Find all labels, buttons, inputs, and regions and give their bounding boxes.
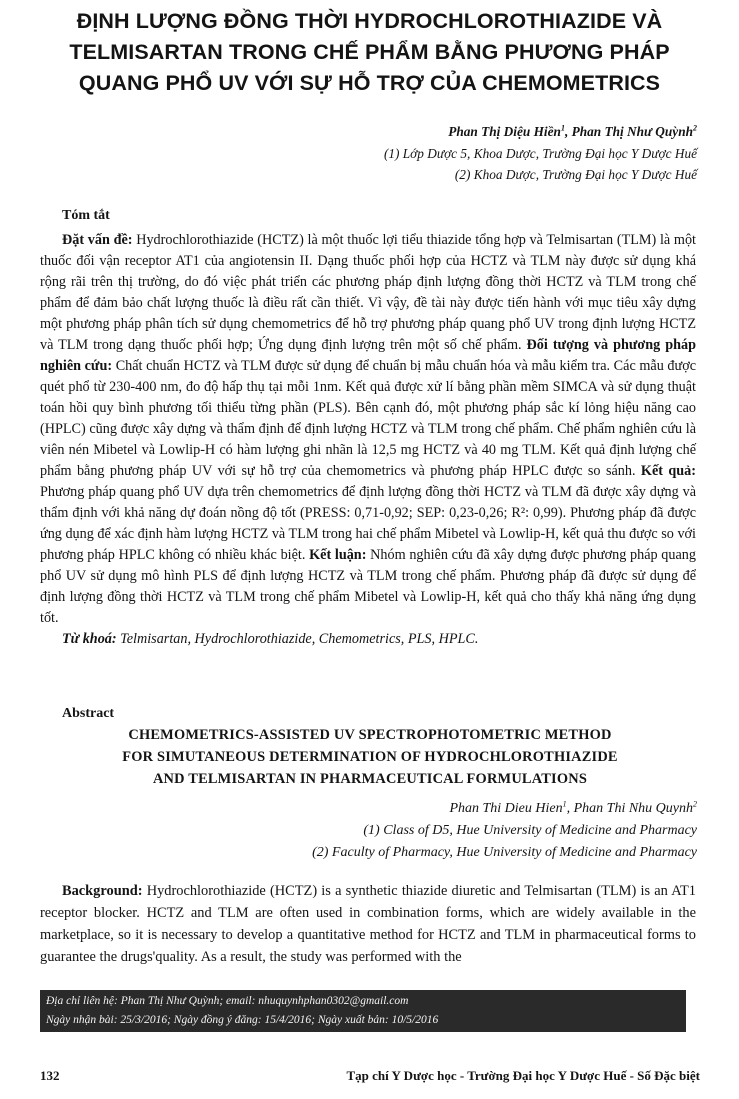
en-abstract-heading: Abstract (62, 706, 115, 721)
footnote-dates: Ngày nhận bài: 25/3/2016; Ngày đồng ý đăng: 15/4/2016; Ngày xuất bản: 10/5/2016 (46, 1014, 439, 1026)
en-authors (312, 798, 697, 864)
en-abstract-body (40, 880, 696, 968)
vi-title-line: ĐỊNH LƯỢNG ĐỒNG THỜI HYDROCHLOROTHIAZIDE VÀ (76, 9, 663, 33)
vi-title (20, 6, 719, 99)
correspondence-footnote (40, 990, 686, 1032)
page-footer (40, 1068, 700, 1088)
vi-affiliation-1: (1) Lớp Dược 5, Khoa Dược, Trường Đại học Y Dược Huế (383, 145, 697, 161)
en-title (40, 724, 700, 790)
vi-abstract-paragraph: Đặt vấn đề: Hydrochlorothiazide (HCTZ) là một thuốc lợi tiểu thiazide tổng hợp và Telmisartan (TLM) là một thuốc đối vận receptor AT1 của angiotensin II. Dạng thuốc phối hợp của HCTZ và TLM này được sử dụng khá rộng rãi trên thị trường, do đó việc phát triển các phương pháp định lượng đồng thời HCTZ và TLM trong chế phẩm để đảm bảo chất lượng thuốc là điều rất cần thiết. Vì vậy, đề tài này được tiến hành với mục tiêu xây dựng một phương pháp phân tích sử dụng chemometrics để hỗ trợ phương pháp quang phổ UV trong định lượng HCTZ và TLM trong dạng thuốc phối hợp; Ứng dụng định lượng trên một số chế phẩm. Đối tượng và phương pháp nghiên cứu: Chất chuẩn HCTZ và TLM được sử dụng để chuẩn bị mẫu chuẩn hóa và mẫu kiểm tra. Các mẫu được quét phổ từ 230-400 nm, đo độ hấp thụ tại mỗi 1nm. Kết quả được xử lí bằng phần mềm SIMCA và sử dụng thuật toán hồi quy bình phương tối thiểu từng phần (PLS). Bên cạnh đó, một phương pháp sắc kí lỏng hiệu năng cao (HPLC) cũng được xây dựng và thẩm định để định lượng HCTZ và TLM trong chế phẩm. Chế phẩm nghiên cứu là viên nén Mibetel và Lowlip-H có hàm lượng ghi nhãn là 12,5 mg HCTZ và 40 mg TLM. Kết quả định lượng chế phẩm bằng phương pháp UV với sự hỗ trợ của chemometrics và phương pháp HPLC được so sánh. Kết quả: Phương pháp quang phổ UV dựa trên chemometrics để định lượng đồng thời HCTZ và TLM đã được xây dựng và thẩm định với khả năng dự đoán nồng độ tốt (PRESS: 0,71-0,92; SEP: 0,23-0,26; R²: 0,99). Phương pháp đã được ứng dụng để xác định hàm lượng HCTZ và TLM trong hai chế phẩm Mibetel và Lowlip-H, kết quả thu được so với phương pháp HPLC không có nhiều khác biệt. Kết luận: Nhóm nghiên cứu đã xây dựng được phương pháp quang phổ UV sử dụng mô hình PLS để định lượng HCTZ và TLM trong chế phẩm. Phương pháp đã được sử dụng để định lượng đồng thời HCTZ và TLM trong chế phẩm Mibetel và Lowlip-H, kết quả cho thấy khả năng ứng dụng tốt. (40, 232, 696, 626)
en-affiliation-2: (2) Faculty of Pharmacy, Hue University of Medicine and Pharmacy (312, 845, 697, 860)
en-title-line: AND TELMISARTAN IN PHARMACEUTICAL FORMULATIONS (152, 771, 588, 787)
journal-name: Tạp chí Y Dược học - Trường Đại học Y Dược Huế - Số Đặc biệt (346, 1068, 700, 1083)
vi-abstract-heading: Tóm tắt (62, 208, 110, 223)
vi-author-names: Phan Thị Diệu Hiền$^1$, Phan Thị Như Quỳnh$^2$ (448, 123, 697, 139)
en-affiliation-1: (1) Class of D5, Hue University of Medicine and Pharmacy (363, 823, 697, 838)
vi-title-line: QUANG PHỔ UV VỚI SỰ HỖ TRỢ CỦA CHEMOMETRICS (78, 71, 661, 95)
vi-authors (384, 121, 697, 186)
vi-abstract-body (40, 230, 696, 650)
en-title-line: FOR SIMUTANEOUS DETERMINATION OF HYDROCHLOROTHIAZIDE (122, 749, 618, 765)
vi-keywords: Từ khoá: Telmisartan, Hydrochlorothiazide, Chemometrics, PLS, HPLC. (62, 631, 479, 647)
footnote-contact: Địa chỉ liên hệ: Phan Thị Như Quỳnh; email: nhuquynhphan0302@gmail.com (46, 995, 409, 1007)
en-title-line: CHEMOMETRICS-ASSISTED UV SPECTROPHOTOMETRIC METHOD (128, 727, 612, 743)
vi-affiliation-2: (2) Khoa Dược, Trường Đại học Y Dược Huế (454, 167, 697, 182)
page-number: 132 (40, 1068, 60, 1083)
en-abstract-paragraph: Background: Hydrochlorothiazide (HCTZ) is a synthetic thiazide diuretic and Telmisartan (TLM) is an AT1 receptor blocker. HCTZ and TLM are often used in combination forms, which are widely available in the marketplace, so it is necessary to develop a quantitative method for HCTZ and TLM in pharmaceutical forms to guarantee the drugs'quality. As a result, the study was performed with the (40, 883, 696, 965)
en-author-names: Phan Thi Dieu Hien$^1$, Phan Thi Nhu Quynh$^2$ (449, 799, 697, 816)
vi-title-line: TELMISARTAN TRONG CHẾ PHẨM BẰNG PHƯƠNG PHÁP (69, 40, 670, 64)
